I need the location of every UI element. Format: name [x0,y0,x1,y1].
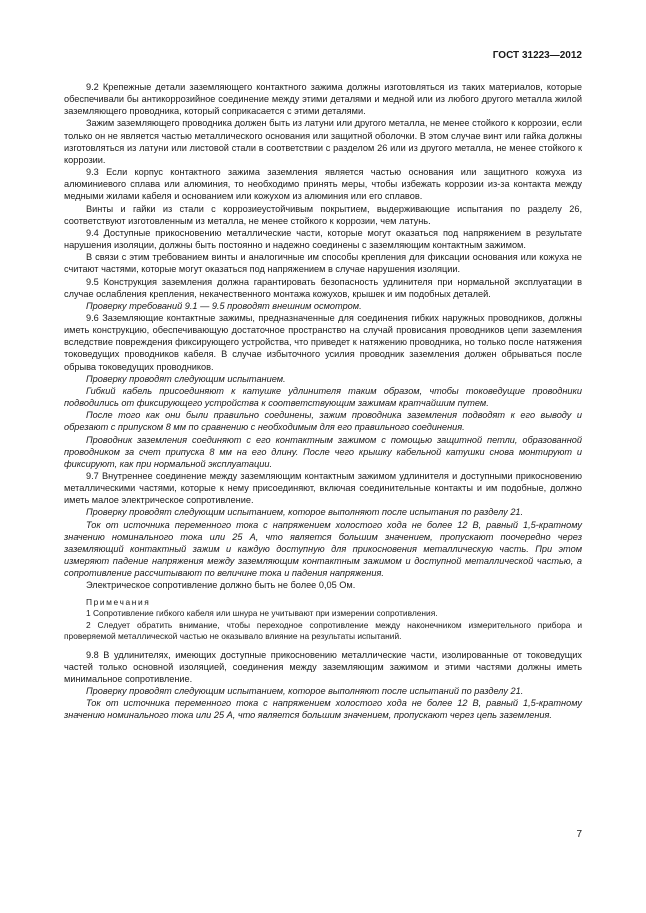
paragraph: Ток от источника переменного тока с напряжением холостого хода не более 12 В, равный 1,5-кратному значению номинального тока или 25 А, что является большим значением, пропускают поочередно через заземляющий контактный зажим и каждую доступную для прикосновения металлическую часть. При этом измеряют падение напряжения между заземляющим контактным зажимом и доступной металлической частью, а сопротивление рассчитывают по величине тока и падения напряжения. [64,519,582,579]
paragraph: 9.7 Внутреннее соединение между заземляющим контактным зажимом удлинителя и доступными прикосновению металлическими частями, которые к нему присоединяют, включая соединительные контакты и им подобные, должно иметь малое электрическое сопротивление. [64,471,582,506]
paragraph: Проверку проводят следующим испытанием, которое выполняют после испытания по разделу 21. [86,507,524,518]
paragraph: Проводник заземления соединяют с его контактным зажимом с помощью защитной петли, образованной проводником за счет припуска 8 мм на его длину. После чего крышку кабельной катушки снова монтируют и фиксируют, как при нормальной эксплуатации. [64,434,582,469]
paragraph: Гибкий кабель присоединяют к катушке удлинителя таким образом, чтобы токоведущие проводники подводились от фиксирующего устройства к соответствующим зажимам кратчайшим путем. [64,385,582,409]
paragraph: 9.3 Если корпус контактного зажима заземления является частью основания или защитного кожуха из алюминиевого сплава или алюминия, то необходимо принять меры, чтобы избежать коррозии из-за контакта между медными жилами кабеля и основанием или кожухом из алюминия или его сплавов. [64,167,582,202]
paragraph: 9.5 Конструкция заземления должна гарантировать безопасность удлинителя при нормальной эксплуатации в случае ослабления крепления, некачественного монтажа кожухов, крышек и им подобных деталей. [64,276,582,299]
paragraph: 9.4 Доступные прикосновению металлические части, которые могут оказаться под напряжением в результате нарушения изоляции, должны быть постоянно и надежно соединены с заземляющим контактным зажимом. [64,227,582,251]
paragraph: Проверку проводят следующим испытанием. [86,373,286,384]
body-text [64,81,582,722]
paragraph: Электрическое сопротивление должно быть не более 0,05 Ом. [86,580,356,591]
note-item: 1 Сопротивление гибкого кабеля или шнура не учитывают при измерении сопротивления. [86,608,438,619]
main-paragraphs [64,81,582,592]
notes-list [64,608,582,643]
paragraph: Проверку требований 9.1 — 9.5 проводят внешним осмотром. [86,300,362,311]
note-item: 2 Следует обратить внимание, чтобы переходное сопротивление между наконечником измерительного прибора и проверяемой металлической частью не оказывало влияние на результаты испытаний. [64,619,582,642]
after-notes-paragraphs [64,649,582,722]
paragraph: Ток от источника переменного тока с напряжением холостого хода не более 12 В, равный 1,5-кратному значению номинального тока или 25 А, что является большим значением, пропускают через цепь заземления. [64,698,582,721]
paragraph: Винты и гайки из стали с коррозиеустойчивым покрытием, выдерживающие испытания по разделу 26, соответствуют изготовленным из металла, не менее стойкого к коррозии, чем латунь. [64,203,582,226]
paragraph: 9.8 В удлинителях, имеющих доступные прикосновению металлические части, изолированные от токоведущих частей только основной изоляцией, соединения между заземляющим зажимом и этими частями должны иметь минимальное сопротивление. [64,649,582,684]
paragraph: Зажим заземляющего проводника должен быть из латуни или другого металла, не менее стойкого к коррозии, если только он не является частью металлического основания или защитной оболочки. В этом случае винт или гайка должны изготовляться из латуни или листовой стали в соответствии с разделом 26 или из другого металла, не менее стойкого к коррозии. [64,118,582,165]
paragraph: 9.2 Крепежные детали заземляющего контактного зажима должны изготовляться из таких материалов, которые обеспечивали бы антикоррозийное соединение между этими деталями и медной или из любого другого металла жилой заземляющего проводника, который соприкасается с этими деталями. [64,82,582,117]
paragraph: После того как они были правильно соединены, зажим проводника заземления подводят к его выводу и обрезают с припуском 8 мм по сравнению с необходимым для его правильного соединения. [64,410,582,433]
paragraph: В связи с этим требованием винты и аналогичные им способы крепления для фиксации основания или кожуха не считают частями, которые могут оказаться под напряжением в случае нарушения изоляции. [64,252,582,275]
paragraph: Проверку проводят следующим испытанием, которое выполняют после испытаний по разделу 21. [86,686,524,697]
notes-title: Примечания [86,596,151,607]
paragraph: 9.6 Заземляющие контактные зажимы, предназначенные для соединения гибких наружных проводников, должны иметь конструкцию, обеспечивающую достаточное пространство на случай провисания проводников цепи заземления вследствие повреждения фиксирующего устройства, что приведет к натяжению проводника, но только после натяжения токоведущих проводников кабеля. В случае избыточного усилия проводник заземления должен обрываться после обрыва токоведущих проводников. [64,312,582,372]
standard-code: ГОСТ 31223—2012 [492,50,582,61]
page-number: 7 [576,829,582,840]
